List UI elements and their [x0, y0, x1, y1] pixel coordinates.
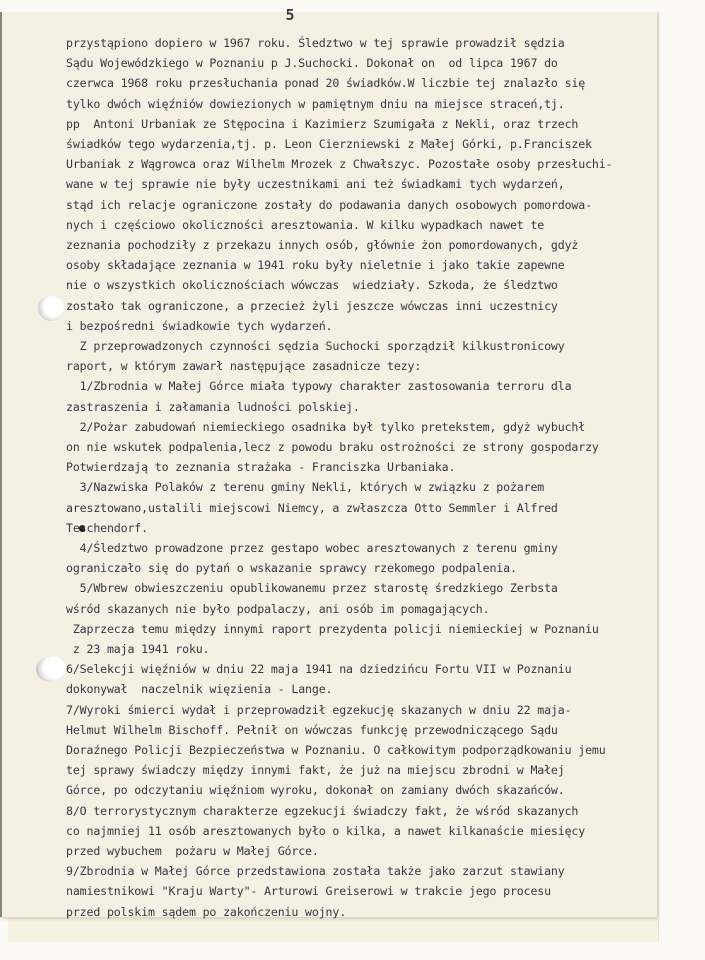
page-number: 5 [285, 6, 295, 24]
text-line: tylko dwóch więźniów dowiezionych w pamiętnym dniu na miejsce straceń,tj. [66, 96, 565, 111]
text-line: i bezpośredni świadkowie tych wydarzeń. [66, 318, 333, 333]
text-line: namiestnikowi "Kraju Warty"- Arturowi Greiserowi w trakcie jego procesu [66, 884, 551, 899]
text-line: 5/Wbrew obwieszczeniu opublikowanemu przez starostę średzkiego Zerbsta [66, 581, 558, 596]
text-line: ograniczało się do pytań o wskazanie sprawcy rzekomego podpalenia. [66, 561, 517, 576]
text-line: świadków tego wydarzenia,tj. p. Leon Cierzniewski z Małej Górki, p.Franciszek [66, 137, 592, 151]
text-line: Potwierdzają to zeznania strażaka - Franciszka Urbaniaka. [66, 460, 456, 475]
text-line: osoby składające zeznania w 1941 roku były nieletnie i jako takie zapewne [66, 258, 565, 273]
text-line: wśród skazanych nie było podpalaczy, ani osób im pomagających. [66, 601, 490, 616]
text-line: aresztowano,ustalili miejscowi Niemcy, a zwłaszcza Otto Semmler i Alfred [66, 500, 558, 515]
text-line: wane w tej sprawie nie były uczestnikami ani też świadkami tych wydarzeń, [66, 177, 565, 192]
text-line: nych i częściowo okoliczności aresztowania. W kilku wypadkach nawet te [66, 217, 545, 232]
text-line: Helmut Wilhelm Bischoff. Pełnił on wówczas funkcję przewodniczącego Sądu [66, 722, 558, 737]
text-line: pp Antoni Urbaniak ze Stępocina i Kazimierz Szumigała z Nekli, oraz trzech [66, 116, 579, 131]
text-line: 1/Zbrodnia w Małej Górce miała typowy charakter zastosowania terroru dla [66, 379, 572, 394]
text-line: 3/Nazwiska Polaków z terenu gminy Nekli, których w związku z pożarem [66, 480, 545, 495]
text-line: przed wybuchem pożaru w Małej Górce. [66, 844, 319, 858]
text-line: tej sprawy świadczy między innymi fakt, że już na miejscu zbrodni w Małej [66, 763, 565, 778]
text-line: on nie wskutek podpalenia,lecz z powodu braku ostrożności ze strony gospodarzy [66, 440, 599, 454]
text-line: Górce, po odczytaniu więźniom wyroku, dokonał on zamiany dwóch skazańców. [66, 783, 565, 798]
text-line: czerwca 1968 roku przesłuchania ponad 20 świadków.W liczbie tej znalazło się [66, 76, 586, 91]
text-line: 4/Śledztwo prowadzone przez gestapo wobec aresztowanych z terenu gminy [66, 541, 558, 555]
text-line: dokonywał naczelnik więzienia - Lange. [66, 682, 333, 697]
text-line: co najmniej 11 osób aresztowanych było o kilka, a nawet kilkanaście miesięcy [66, 823, 586, 838]
text-line: Urbaniak z Wągrowca oraz Wilhelm Mrozek z Chwałszyc. Pozostałe osoby przesłuchi- [66, 157, 613, 172]
text-line: 9/Zbrodnia w Małej Górce przedstawiona została także jako zarzut stawiany [66, 864, 565, 879]
text-line: 2/Pożar zabudowań niemieckiego osadnika był tylko pretekstem, gdyż wybuchł [66, 419, 586, 434]
text-line: przed polskim sądem po zakończeniu wojny. [66, 904, 347, 919]
text-line: Zaprzecza temu między innymi raport prezydenta policji niemieckiej w Poznaniu [66, 621, 599, 636]
text-line: Sądu Wojewódzkiego w Poznaniu p J.Suchocki. Dokonał on od lipca 1967 do [66, 56, 558, 71]
text-line: 6/Selekcji więźniów w dniu 22 maja 1941 na dziedzińcu Fortu VII w Poznaniu [66, 662, 572, 677]
text-line: przystąpiono dopiero w 1967 roku. Śledztwo w tej sprawie prowadził sędzia [66, 36, 565, 50]
punch-hole [38, 295, 64, 321]
text-line: z 23 maja 1941 roku. [66, 642, 210, 656]
text-line: 7/Wyroki śmierci wydał i przeprowadził egzekucję skazanych w dniu 22 maja- [66, 702, 572, 717]
text-line: stąd ich relacje ograniczone zostały do podawania danych osobowych pomordowa- [66, 197, 592, 212]
text-line: zostało tak ograniczone, a przecież żyli jeszcze wówczas inni uczestnicy [66, 298, 558, 313]
punch-hole [36, 656, 66, 682]
text-line: Z przeprowadzonych czynności sędzia Suchocki sporządził kilkustronicowy [66, 339, 565, 353]
text-line: 8/O terrorystycznym charakterze egzekucji świadczy fakt, że wśród skazanych [66, 803, 579, 818]
text-line: Doraźnego Policji Bezpieczeństwa w Poznaniu. O całkowitym podporządkowaniu jemu [66, 743, 606, 757]
text-line: zeznania pochodziły z przekazu innych osób, głównie żon pomordowanych, gdyż [66, 238, 579, 252]
text-line: zastraszenia i załamania ludności polskiej. [66, 399, 360, 414]
text-line: Teschendorf. [66, 520, 148, 535]
text-line: nie o wszystkich okolicznościach wówczas wiedziały. Szkoda, że śledztwo [66, 278, 558, 293]
text-line: raport, w którym zawarł następujące zasadnicze tezy: [66, 359, 422, 374]
